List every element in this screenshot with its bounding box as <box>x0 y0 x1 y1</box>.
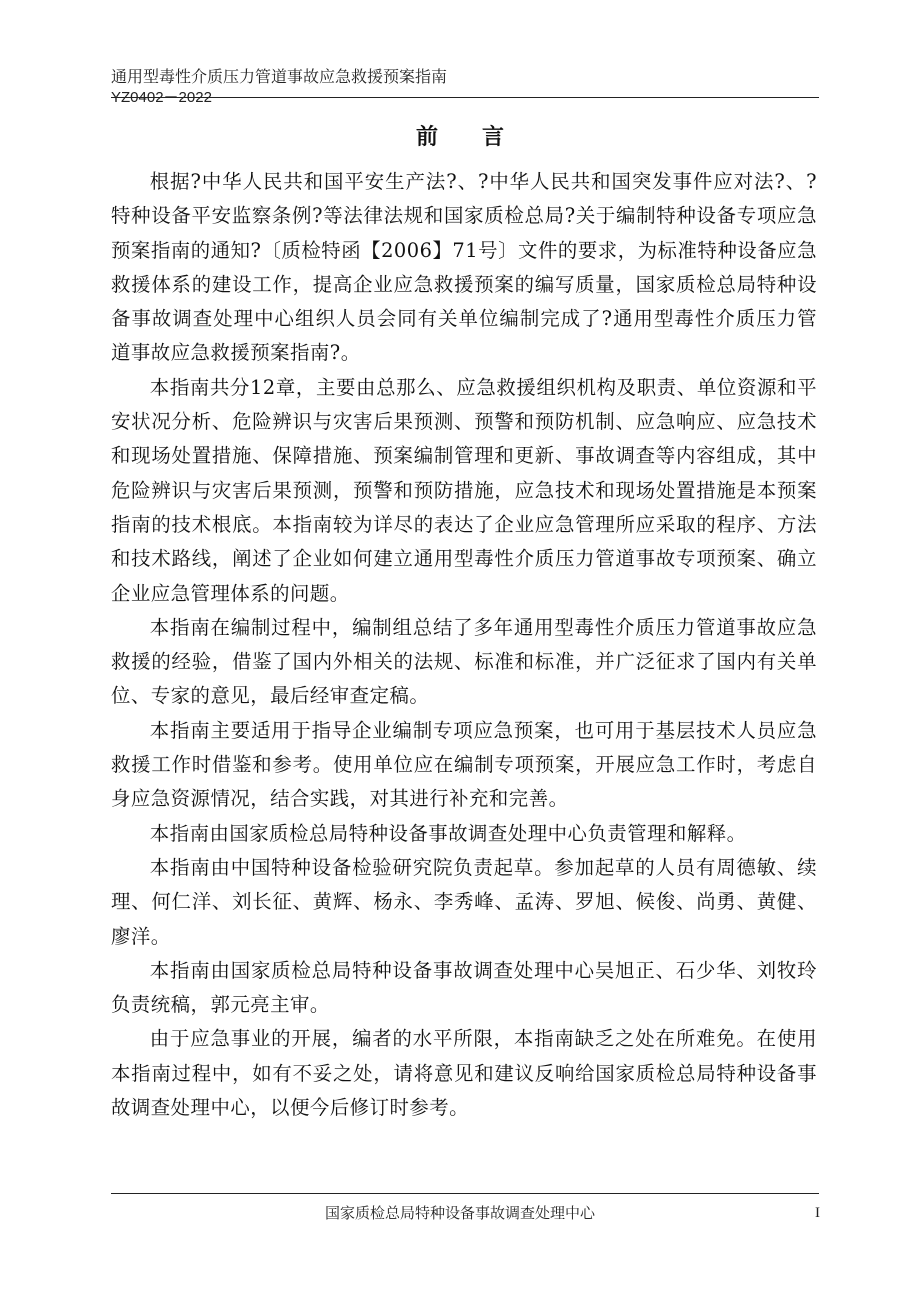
page-number: I <box>815 1205 820 1221</box>
paragraph-scope: 本指南主要适用于指导企业编制专项应急预案，也可用于基层技术人员应急救援工作时借鉴和参考。使用单位应在编制专项预案，开展应急工作时，考虑自身应急资源情况，结合实践，对其进行补充和完善。 <box>111 718 817 811</box>
header-document-code: YZ0402－2022 <box>111 89 212 106</box>
document-body <box>111 165 817 1125</box>
footer-organization: 国家质检总局特种设备事故调查处理中心 <box>324 1204 595 1222</box>
header-divider <box>111 97 819 98</box>
paragraph-compilation: 本指南在编制过程中，编制组总结了多年通用型毒性介质压力管道事故应急救援的经验，借鉴了国内外相关的法规、标准和标准，并广泛征求了国内有关单位、专家的意见，最后经审查定稿。 <box>111 615 817 708</box>
paragraph-basis: 根据?中华人民共和国平安生产法?、?中华人民共和国突发事件应对法?、?特种设备平安监察条例?等法律法规和国家质检总局?关于编制特种设备专项应急预案指南的通知?〔质检特函【2006】71号〕文件的要求，为标准特种设备应急救援体系的建设工作，提高企业应急救援预案的编写质量，国家质检总局特种设备事故调查处理中心组织人员会同有关单位编制完成了?通用型毒性介质压力管道事故应急救援预案指南?。 <box>111 170 817 365</box>
paragraph-feedback: 由于应急事业的开展，编者的水平所限，本指南缺乏之处在所难免。在使用本指南过程中，如有不妥之处，请将意见和建议反响给国家质检总局特种设备事故调查处理中心，以便今后修订时参考。 <box>111 1027 817 1120</box>
page-title: 前言 <box>415 125 548 150</box>
paragraph-management: 本指南由国家质检总局特种设备事故调查处理中心负责管理和解释。 <box>149 821 747 845</box>
paragraph-review: 本指南由国家质检总局特种设备事故调查处理中心吴旭正、石少华、刘牧玲负责统稿，郭元亮主审。 <box>111 958 817 1017</box>
paragraph-structure: 本指南共分12章，主要由总那么、应急救援组织机构及职责、单位资源和平安状况分析、危险辨识与灾害后果预测、预警和预防机制、应急响应、应急技术和现场处置措施、保障措施、预案编制管理和更新、事故调查等内容组成，其中危险辨识与灾害后果预测，预警和预防措施，应急技术和现场处置措施是本预案指南的技术根底。本指南较为详尽的表达了企业应急管理所应采取的程序、方法和技术路线，阐述了企业如何建立通用型毒性介质压力管道事故专项预案、确立企业应急管理体系的问题。 <box>111 375 817 605</box>
page-header <box>111 66 819 106</box>
header-document-title: 通用型毒性介质压力管道事故应急救援预案指南 <box>111 67 448 86</box>
footer-divider <box>111 1193 819 1194</box>
paragraph-drafters: 本指南由中国特种设备检验研究院负责起草。参加起草的人员有周德敏、续理、何仁洋、刘长征、黄辉、杨永、李秀峰、孟涛、罗旭、候俊、尚勇、黄健、廖洋。 <box>111 855 817 948</box>
